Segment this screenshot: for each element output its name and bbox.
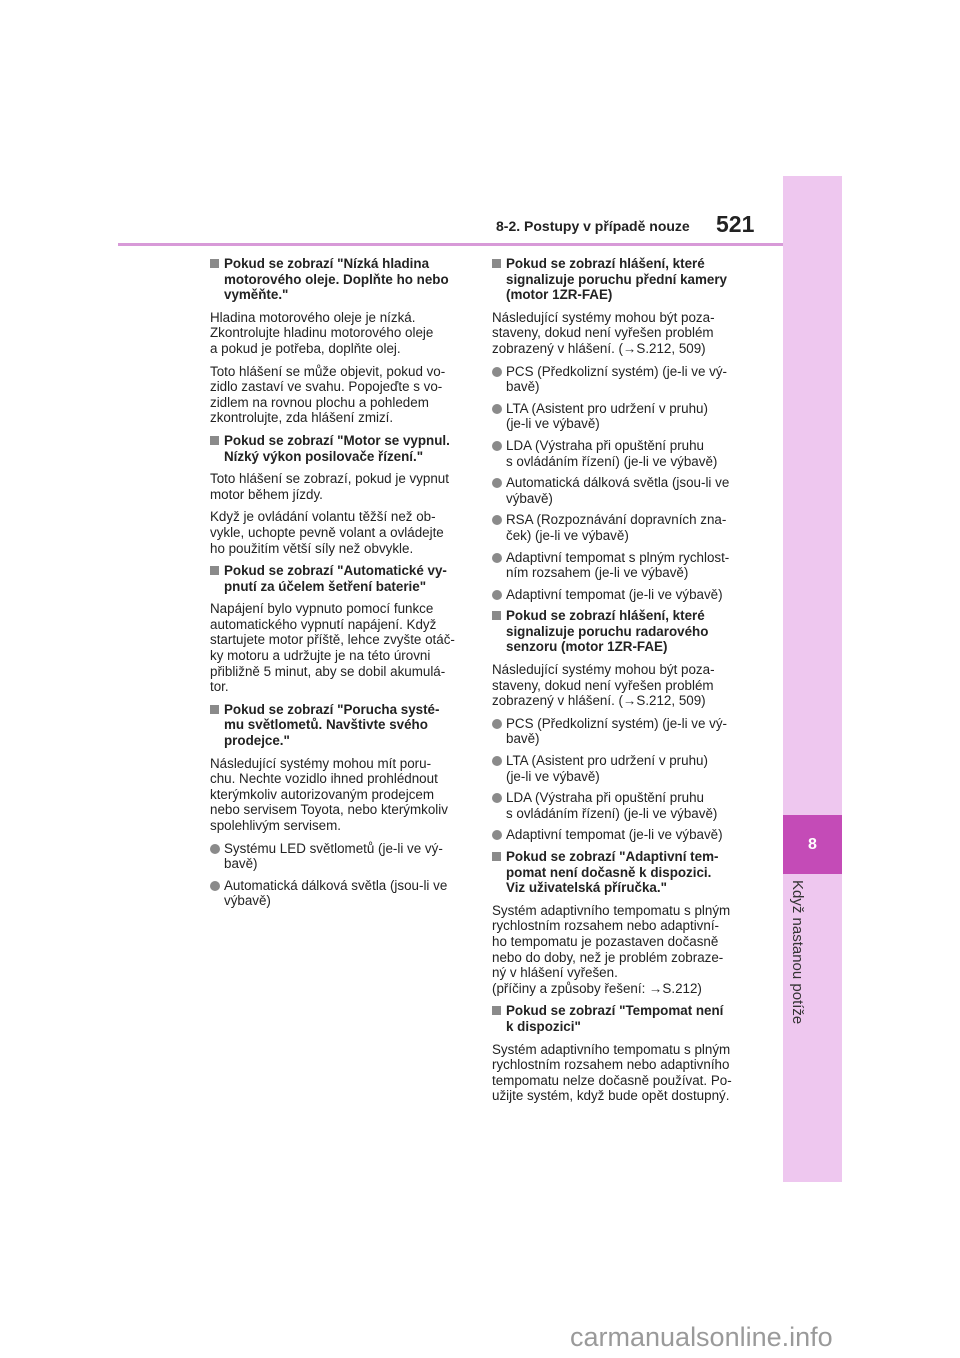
section-title: Pokud se zobrazí "Tempomat není k dispozici" <box>506 1003 724 1034</box>
section-title: Pokud se zobrazí "Nízká hladina motorového oleje. Doplňte ho nebo vyměňte." <box>224 256 449 303</box>
header-divider <box>118 243 783 246</box>
circle-bullet-icon <box>492 553 502 563</box>
chapter-label: Když nastanou potíže <box>789 880 806 1025</box>
list-item-text: Automatická dálková světla (jsou-li ve výbavě) <box>506 475 730 506</box>
list-item-text: LTA (Asistent pro udržení v pruhu) (je-li ve výbavě) <box>506 753 708 784</box>
list-item-text: LDA (Výstraha při opuštění pruhu s ovládáním řízení) (je-li ve výbavě) <box>506 790 718 821</box>
section-title: Pokud se zobrazí "Adaptivní tem- pomat není dočasně k dispozici. Viz uživatelská příručka." <box>506 849 719 896</box>
site-watermark: carmanualsonline.info <box>570 1322 833 1352</box>
list-item-text: Automatická dálková světla (jsou-li ve výbavě) <box>224 877 448 909</box>
list-item <box>492 753 750 784</box>
paragraph: Napájení bylo vypnuto pomocí funkce automatického vypnutí napájení. Když startujete motor příště, lehce zvyšte otáč- ky motoru a udržujte je na této úrovni přibližně 5 minut, aby se dobil akumulá- tor. <box>210 601 455 695</box>
paragraph: Následující systémy mohou být poza- staveny, dokud není vyřešen problém zobrazený v hlášení. (→S.212, 509) <box>492 309 715 356</box>
paragraph: Hladina motorového oleje je nízká. Zkontrolujte hladinu motorového oleje a pokud je potřeba, doplňte olej. <box>210 309 434 356</box>
square-bullet-icon <box>210 566 219 575</box>
list-item <box>492 364 750 395</box>
list-item-text: LDA (Výstraha při opuštění pruhu s ovládáním řízení) (je-li ve výbavě) <box>506 437 718 469</box>
circle-bullet-icon <box>210 844 220 854</box>
square-bullet-icon <box>492 259 501 268</box>
section-heading <box>210 256 468 303</box>
section-heading <box>210 563 468 594</box>
chapter-number-badge: 8 <box>783 815 842 874</box>
paragraph: Systém adaptivního tempomatu s plným rychlostním rozsahem nebo adaptivního tempomatu nelze dočasně používat. Po- užijte systém, když bude opět dostupný. <box>492 1041 732 1104</box>
square-bullet-icon <box>210 436 219 445</box>
left-column <box>210 256 468 915</box>
circle-bullet-icon <box>210 881 220 891</box>
section-heading <box>492 1003 750 1034</box>
section-header-title: 8-2. Postupy v případě nouze <box>496 218 690 234</box>
list-item-text: Adaptivní tempomat s plným rychlost- ním rozsahem (je-li ve výbavě) <box>506 549 730 581</box>
circle-bullet-icon <box>492 441 502 451</box>
list-item <box>492 401 750 432</box>
circle-bullet-icon <box>492 367 502 377</box>
paragraph: Když je ovládání volantu těžší než ob- vykle, uchopte pevně volant a ovládejte ho použitím větší síly než obvykle. <box>210 509 444 556</box>
list-item <box>492 790 750 821</box>
list-item <box>492 475 750 506</box>
paragraph: Toto hlášení se může objevit, pokud vo- zidlo zastaví ve svahu. Popojeďte s vo- zidlem na rovnou plochu a pohledem zkontrolujte, zda hlášení zmizí. <box>210 363 446 426</box>
section-title: Pokud se zobrazí "Porucha systé- mu světlometů. Navštivte svého prodejce." <box>224 701 440 749</box>
paragraph: Následující systémy mohou mít poru- chu. Nechte vozidlo ihned prohlédnout kterýmkoliv autorizovaným prodejcem nebo servisem Toyota, nebo kterýmkoliv spolehlivým servisem. <box>210 755 448 833</box>
section-heading <box>210 702 468 749</box>
paragraph: Následující systémy mohou být poza- staveny, dokud není vyřešen problém zobrazený v hlášení. (→S.212, 509) <box>492 662 715 709</box>
circle-bullet-icon <box>492 830 502 840</box>
square-bullet-icon <box>492 852 501 861</box>
list-item <box>492 827 750 843</box>
list-item-text: LTA (Asistent pro udržení v pruhu) (je-li ve výbavě) <box>506 400 708 432</box>
square-bullet-icon <box>210 705 219 714</box>
page-number: 521 <box>716 211 755 237</box>
list-item <box>492 550 750 581</box>
section-title: Pokud se zobrazí hlášení, které signalizuje poruchu přední kamery (motor 1ZR-FAE) <box>506 256 727 303</box>
list-item-text: Adaptivní tempomat (je-li ve výbavě) <box>506 586 723 602</box>
list-item-text: RSA (Rozpoznávání dopravních zna- ček) (je-li ve výbavě) <box>506 512 727 543</box>
section-title: Pokud se zobrazí "Automatické vy- pnutí za účelem šetření baterie" <box>224 563 447 594</box>
circle-bullet-icon <box>492 756 502 766</box>
list-item <box>210 841 468 872</box>
square-bullet-icon <box>492 611 501 620</box>
list-item <box>492 587 750 603</box>
list-item-text: Adaptivní tempomat (je-li ve výbavě) <box>506 827 723 843</box>
section-title: Pokud se zobrazí "Motor se vypnul. Nízký výkon posilovače řízení." <box>224 432 450 464</box>
circle-bullet-icon <box>492 793 502 803</box>
list-item-text: PCS (Předkolizní systém) (je-li ve vý- bavě) <box>506 363 727 395</box>
list-item <box>492 512 750 543</box>
list-item <box>492 716 750 747</box>
section-heading <box>492 849 750 896</box>
circle-bullet-icon <box>492 515 502 525</box>
section-heading <box>492 608 750 655</box>
list-item-text: Systému LED světlometů (je-li ve vý- bavě) <box>224 840 443 872</box>
circle-bullet-icon <box>492 719 502 729</box>
paragraph: Systém adaptivního tempomatu s plným rychlostním rozsahem nebo adaptivní- ho tempomatu je pozastaven dočasně nebo do doby, než je problém zobraze- ný v hlášení vyřešen. (příčiny a způsoby řešení: →S.212) <box>492 902 731 996</box>
section-heading <box>210 433 468 464</box>
list-item <box>210 878 468 909</box>
section-title: Pokud se zobrazí hlášení, které signalizuje poruchu radarového senzoru (motor 1ZR-FAE) <box>506 608 709 655</box>
square-bullet-icon <box>492 1006 501 1015</box>
list-item-text: PCS (Předkolizní systém) (je-li ve vý- bavě) <box>506 715 727 747</box>
circle-bullet-icon <box>492 478 502 488</box>
paragraph: Toto hlášení se zobrazí, pokud je vypnut motor během jízdy. <box>210 471 449 502</box>
square-bullet-icon <box>210 259 219 268</box>
circle-bullet-icon <box>492 590 502 600</box>
right-column <box>492 256 750 1111</box>
circle-bullet-icon <box>492 404 502 414</box>
list-item <box>492 438 750 469</box>
section-heading <box>492 256 750 303</box>
